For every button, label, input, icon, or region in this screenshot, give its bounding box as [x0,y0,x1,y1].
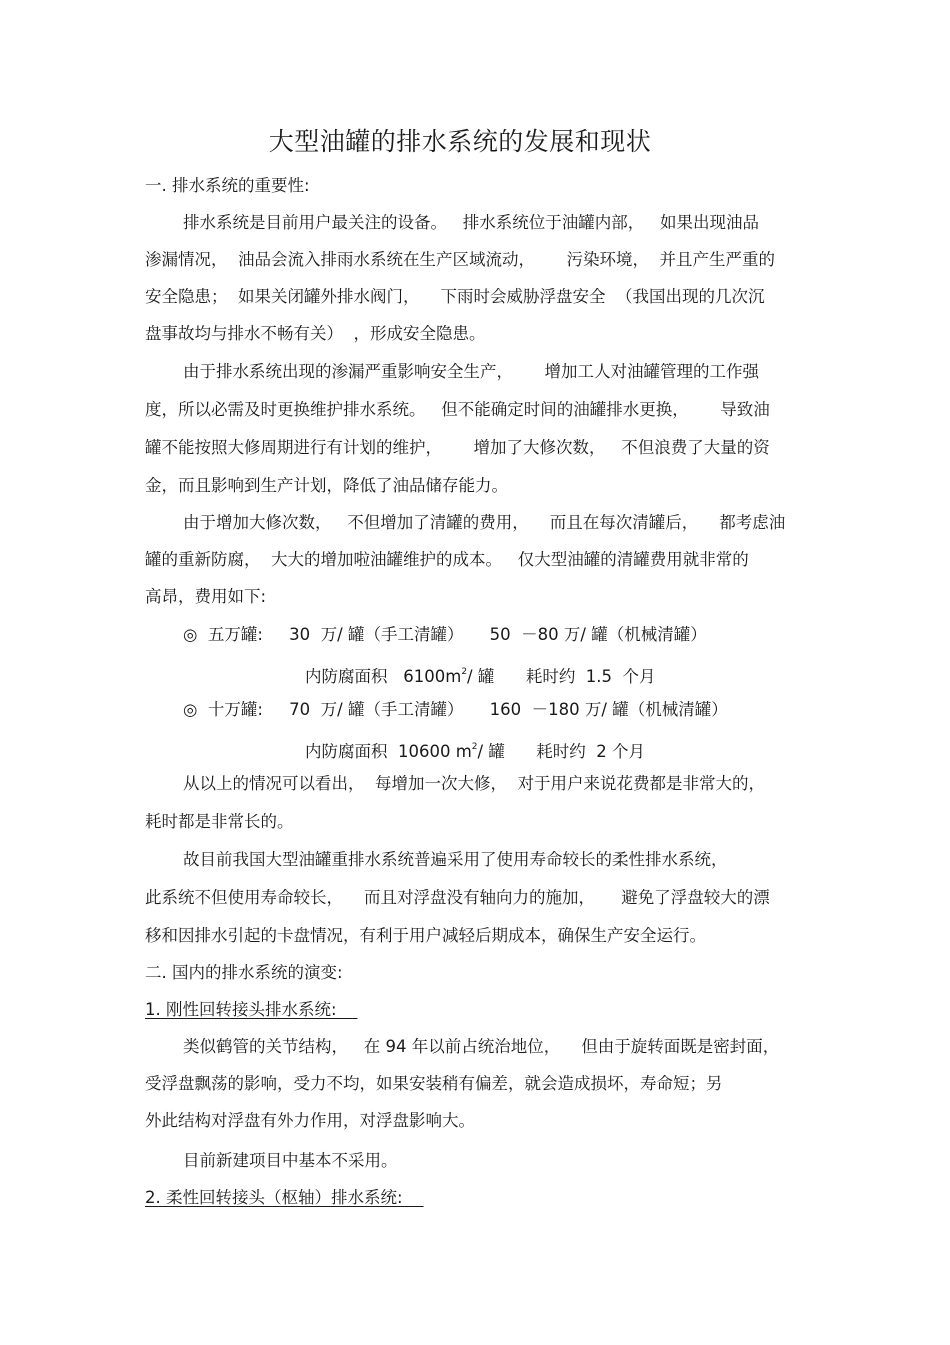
subsection-2-heading: 2. 柔性回转接头（枢轴）排水系统: [145,1188,424,1207]
paragraph-6-line-1: 类似鹤管的关节结构， 在 94 年以前占统治地位， 但由于旋转面既是密封面， [183,1037,780,1056]
cost-50k-tank: ◎ 五万罐: 30 万/ 罐（手工清罐） 50 －80 万/ 罐（机械清罐） [183,625,707,644]
cost-50k-area [305,661,656,688]
cost-100k-tank: ◎ 十万罐: 70 万/ 罐（手工清罐） 160 －180 万/ 罐（机械清罐） [183,700,728,719]
paragraph-5-line-3: 移和因排水引起的卡盘情况，有利于用户减轻后期成本，确保生产安全运行。 [145,926,706,945]
paragraph-1-line-3: 安全隐患； 如果关闭罐外排水阀门， 下雨时会威胁浮盘安全 （我国出现的几次沉 [145,287,765,306]
cost-100k-area [305,736,645,763]
paragraph-4-line-2: 耗时都是非常长的。 [145,812,294,831]
superscript-2: 2 [461,667,468,677]
paragraph-3-line-3: 高昂，费用如下: [145,587,267,606]
paragraph-3-line-2: 罐的重新防腐， 大大的增加啦油罐维护的成本。 仅大型油罐的清罐费用就非常的 [145,550,749,569]
paragraph-2-line-1: 由于排水系统出现的渗漏严重影响安全生产， 增加工人对油罐管理的工作强 [183,362,759,381]
cost-50k-area-text: 内防腐面积 6100m [305,667,462,686]
section-2-heading: 二. 国内的排水系统的演变: [145,963,343,982]
paragraph-1-line-2: 渗漏情况， 油品会流入排雨水系统在生产区域流动， 污染环境， 并且产生严重的 [145,250,775,269]
subsection-1-heading: 1. 刚性回转接头排水系统: [145,1000,358,1019]
paragraph-2-line-3: 罐不能按照大修周期进行有计划的维护， 增加了大修次数， 不但浪费了大量的资 [145,438,770,457]
paragraph-1-line-1: 排水系统是目前用户最关注的设备。 排水系统位于油罐内部， 如果出现油品 [183,213,759,232]
section-1-heading: 一. 排水系统的重要性: [145,176,310,195]
paragraph-2-line-2: 度，所以必需及时更换维护排水系统。 但不能确定时间的油罐排水更换， 导致油 [145,400,770,419]
cost-50k-duration: / 罐 耗时约 1.5 个月 [467,667,656,686]
paragraph-3-line-1: 由于增加大修次数， 不但增加了清罐的费用， 而且在每次清罐后， 都考虑油 [183,513,786,532]
paragraph-5-line-2: 此系统不但使用寿命较长， 而且对浮盘没有轴向力的施加， 避免了浮盘较大的漂 [145,888,770,907]
paragraph-1-line-4: 盘事故均与排水不畅有关） ，形成安全隐患。 [145,324,486,343]
superscript-2: 2 [471,742,478,752]
paragraph-7: 目前新建项目中基本不采用。 [183,1151,398,1170]
paragraph-6-line-2: 受浮盘飘荡的影响，受力不均，如果安装稍有偏差，就会造成损坏，寿命短；另 [145,1074,723,1093]
paragraph-6-line-3: 外此结构对浮盘有外力作用，对浮盘影响大。 [145,1111,475,1130]
cost-100k-duration: / 罐 耗时约 2 个月 [477,742,646,761]
paragraph-5-line-1: 故目前我国大型油罐重排水系统普遍采用了使用寿命较长的柔性排水系统， [183,850,728,869]
cost-100k-area-text: 内防腐面积 10600 m [305,742,472,761]
page-title: 大型油罐的排水系统的发展和现状 [268,127,652,156]
paragraph-4-line-1: 从以上的情况可以看出， 每增加一次大修， 对于用户来说花费都是非常大的， [183,774,765,793]
paragraph-2-line-4: 金，而且影响到生产计划，降低了油品储存能力。 [145,476,508,495]
